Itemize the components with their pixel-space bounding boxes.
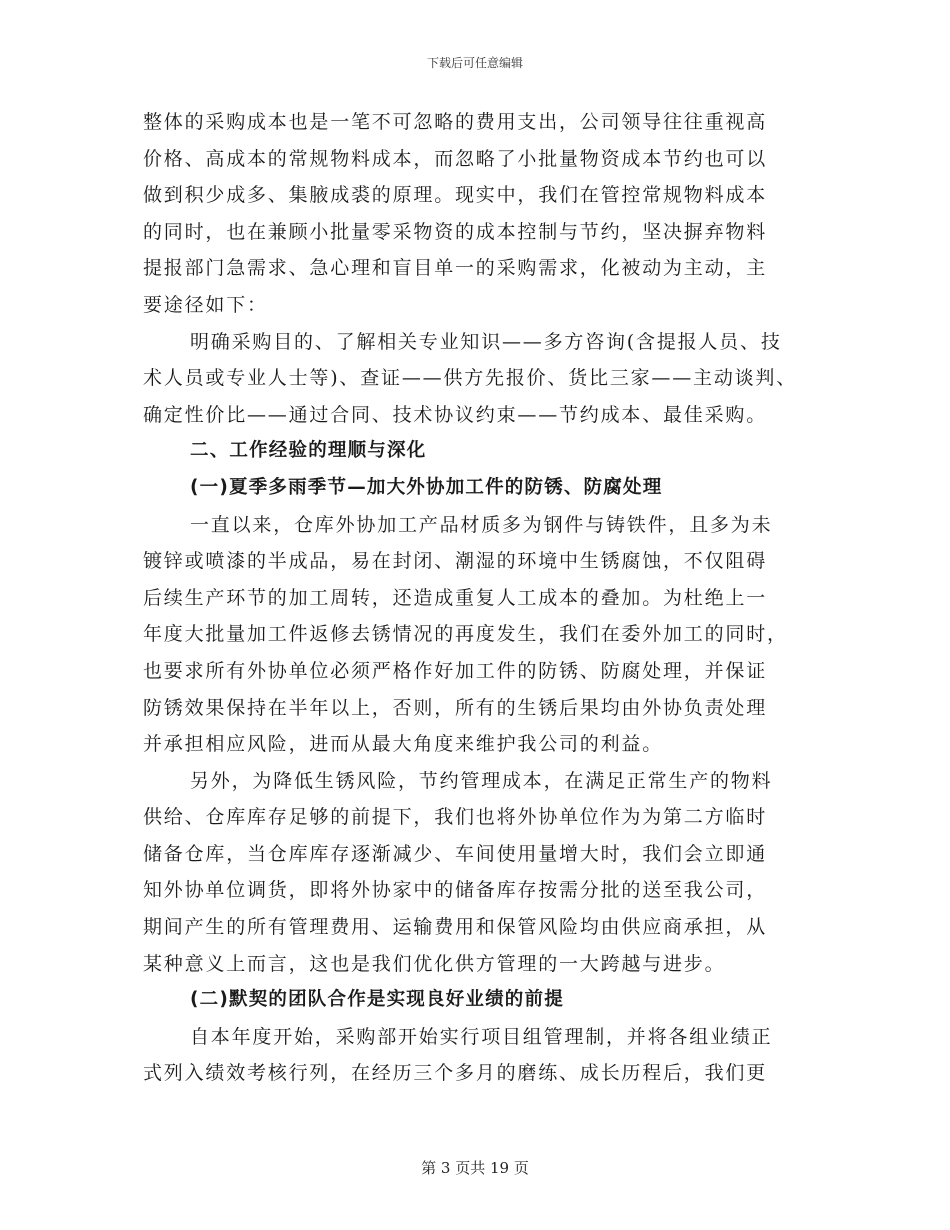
paragraph-line: 供给、仓库库存足够的前提下，我们也将外协单位作为为第二方临时	[143, 806, 768, 829]
paragraph-line: 提报部门急需求、急心理和盲目单一的采购需求，化被动为主动，主	[143, 257, 768, 280]
paragraph-line: 的同时，也在兼顾小批量零采物资的成本控制与节约，坚决摒弃物料	[143, 220, 768, 243]
paragraph-line: 另外，为降低生锈风险，节约管理成本，在满足正常生产的物料	[190, 769, 773, 792]
paragraph-line: 术人员或专业人士等)、查证——供方先报价、货比三家——主动谈判、	[143, 367, 798, 390]
paragraph-line: 并承担相应风险，进而从最大角度来维护我公司的利益。	[143, 733, 664, 756]
page-number: 第 3 页共 19 页	[421, 1159, 529, 1177]
subsection-heading: (二)默契的团队合作是实现良好业绩的前提	[190, 989, 564, 1011]
paragraph-line: 做到积少成多、集腋成裘的原理。现实中，我们在管控常规物料成本	[143, 184, 768, 207]
section-heading: 二、工作经验的理顺与深化	[190, 440, 427, 462]
document-body	[143, 104, 823, 1092]
page-header-note: 下载后可任意编辑	[426, 56, 523, 70]
paragraph-line: 确定性价比——通过合同、技术协议约束——节约成本、最佳采购。	[143, 403, 768, 426]
subsection-heading: (一)夏季多雨季节—加大外协加工件的防锈、防腐处理	[190, 476, 663, 498]
paragraph-line: 自本年度开始，采购部开始实行项目组管理制，并将各组业绩正	[190, 1025, 773, 1048]
paragraph-line: 储备仓库，当仓库库存逐渐减少、车间使用量增大时，我们会立即通	[143, 842, 768, 865]
paragraph-line: 年度大批量加工件返修去锈情况的再度发生，我们在委外加工的同时，	[143, 623, 788, 646]
paragraph-line: 知外协单位调货，即将外协家中的储备库存按需分批的送至我公司，	[143, 879, 768, 902]
paragraph-line: 一直以来，仓库外协加工产品材质多为钢件与铸铁件，且多为未	[190, 513, 773, 536]
paragraph-line: 也要求所有外协单位必须严格作好加工件的防锈、防腐处理，并保证	[143, 659, 768, 682]
paragraph-line: 明确采购目的、了解相关专业知识——多方咨询(含提报人员、技	[190, 330, 782, 353]
paragraph-line: 价格、高成本的常规物料成本，而忽略了小批量物资成本节约也可以	[143, 147, 768, 170]
paragraph-line: 后续生产环节的加工周转，还造成重复人工成本的叠加。为杜绝上一	[143, 586, 768, 609]
paragraph-line: 期间产生的所有管理费用、运输费用和保管风险均由供应商承担，从	[143, 916, 768, 939]
paragraph-line: 某种意义上而言，这也是我们优化供方管理的一大跨越与进步。	[143, 952, 726, 975]
paragraph-line: 整体的采购成本也是一笔不可忽略的费用支出，公司领导往往重视高	[143, 111, 768, 133]
paragraph-line: 镀锌或喷漆的半成品，易在封闭、潮湿的环境中生锈腐蚀，不仅阻碍	[143, 550, 768, 573]
paragraph-line: 要途径如下：	[143, 293, 268, 316]
paragraph-line: 防锈效果保持在半年以上，否则，所有的生锈后果均由外协负责处理	[143, 696, 768, 719]
paragraph-line: 式列入绩效考核行列，在经历三个多月的磨练、成长历程后，我们更	[143, 1062, 768, 1085]
